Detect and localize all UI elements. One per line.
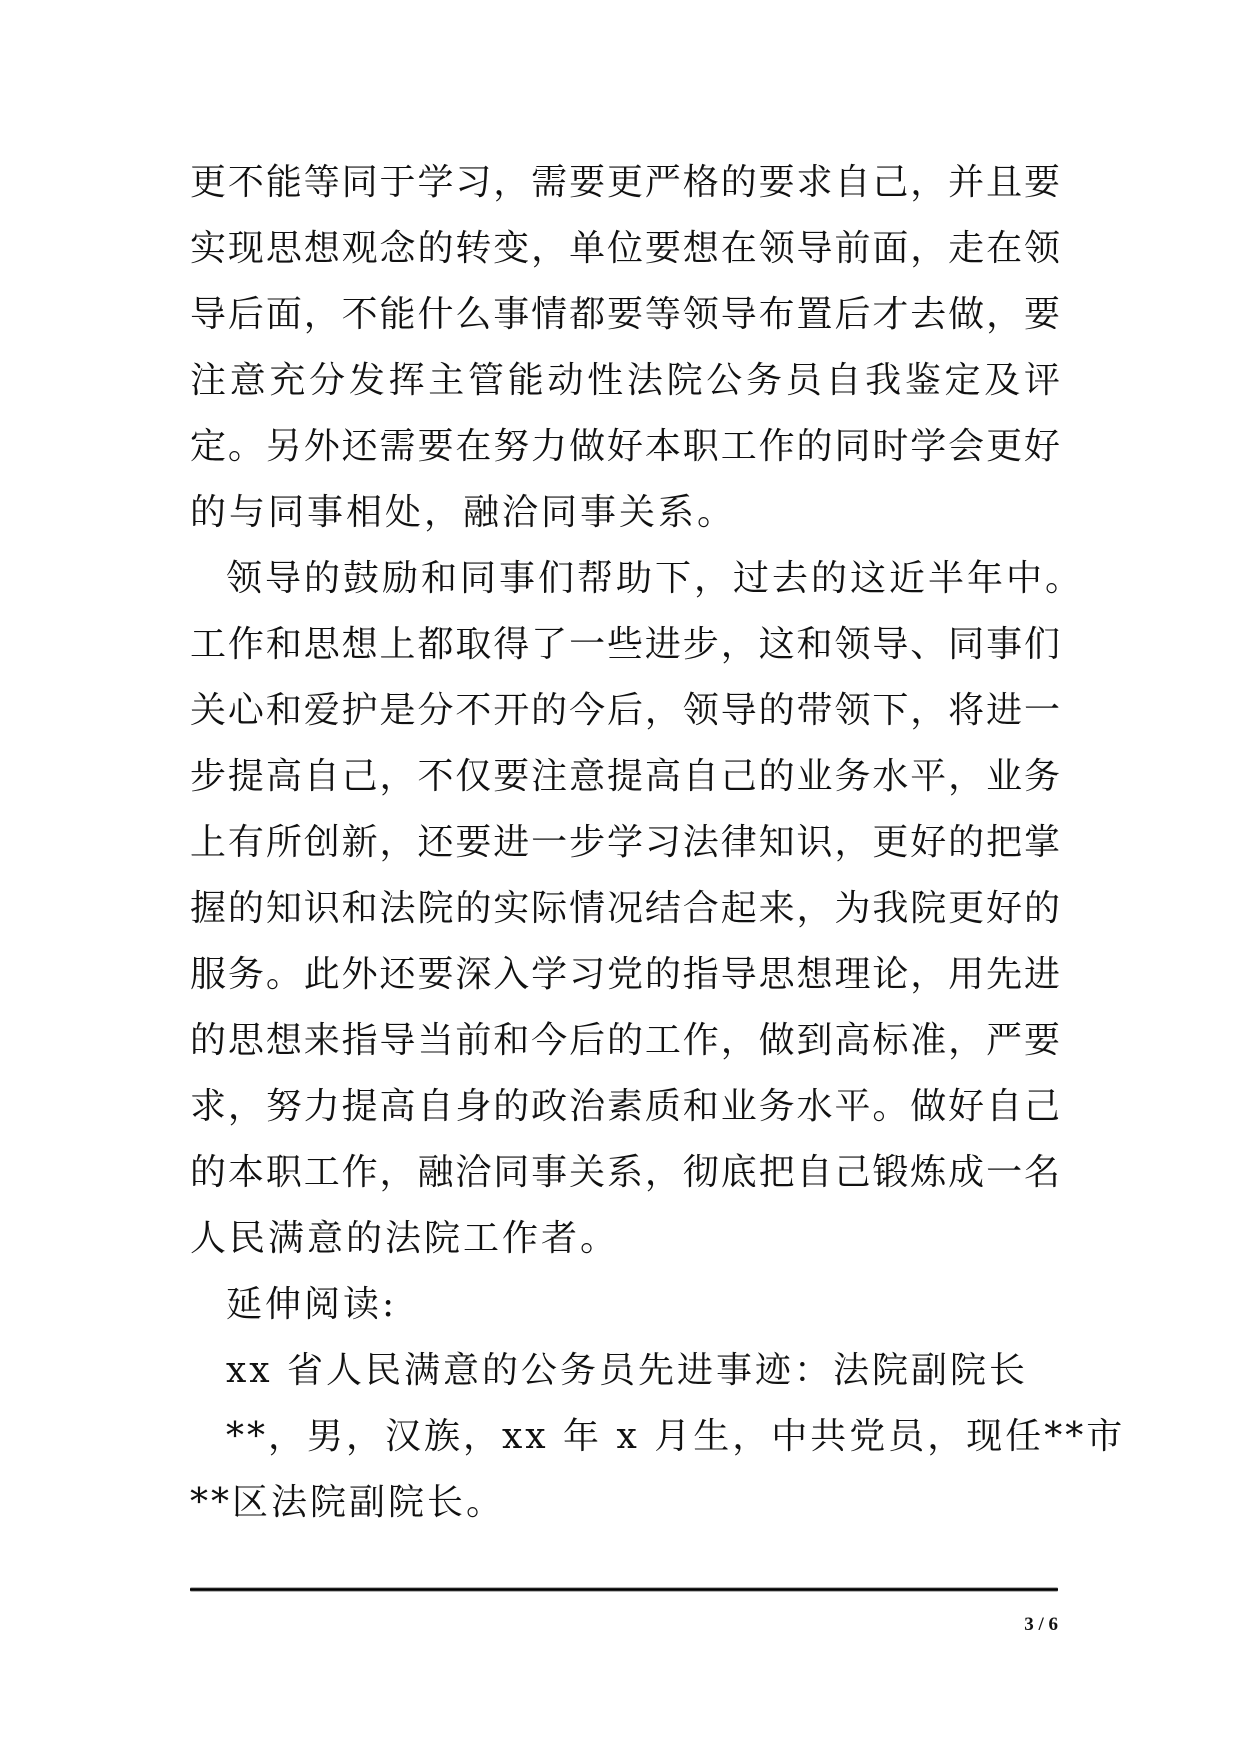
text-line: 人民满意的法院工作者。 [190,1218,620,1259]
text-line: 注意充分发挥主管能动性法院公务员自我鉴定及评 [190,360,1060,401]
text-line: 关心和爱护是分不开的今后，领导的带领下，将进一 [190,690,1060,731]
text-line: 实现思想观念的转变，单位要想在领导前面，走在领 [190,228,1060,269]
body-text [190,150,1126,1536]
text-line: 更不能等同于学习，需要更严格的要求自己，并且要 [190,162,1060,203]
paragraph-start-line: 领导的鼓励和同事们帮助下，过去的这近半年中。 [226,558,1085,599]
page-number: 3 / 6 [1024,1614,1058,1635]
text-line: 定。另外还需要在努力做好本职工作的同时学会更好 [190,426,1060,467]
footer-divider [190,1587,1058,1592]
text-line: 求，努力提高自身的政治素质和业务水平。做好自己 [190,1086,1060,1127]
text-line: 的与同事相处，融洽同事关系。 [190,492,737,533]
extended-reading-heading: 延伸阅读: [226,1284,398,1325]
paragraph-start-line: **，男，汉族，xx 年 x 月生，中共党员，现任**市 [226,1416,1126,1457]
article-title: xx 省人民满意的公务员先进事迹：法院副院长 [226,1350,1029,1391]
text-line: **区法院副院长。 [190,1482,506,1523]
text-line: 的思想来指导当前和今后的工作，做到高标准，严要 [190,1020,1060,1061]
text-line: 握的知识和法院的实际情况结合起来，为我院更好的 [190,888,1060,929]
text-line: 上有所创新，还要进一步学习法律知识，更好的把掌 [190,822,1060,863]
text-line: 的本职工作，融洽同事关系，彻底把自己锻炼成一名 [190,1152,1060,1193]
text-line: 步提高自己，不仅要注意提高自己的业务水平，业务 [190,756,1060,797]
text-line: 工作和思想上都取得了一些进步，这和领导、同事们 [190,624,1060,665]
text-line: 服务。此外还要深入学习党的指导思想理论，用先进 [190,954,1060,995]
text-line: 导后面，不能什么事情都要等领导布置后才去做，要 [190,294,1060,335]
